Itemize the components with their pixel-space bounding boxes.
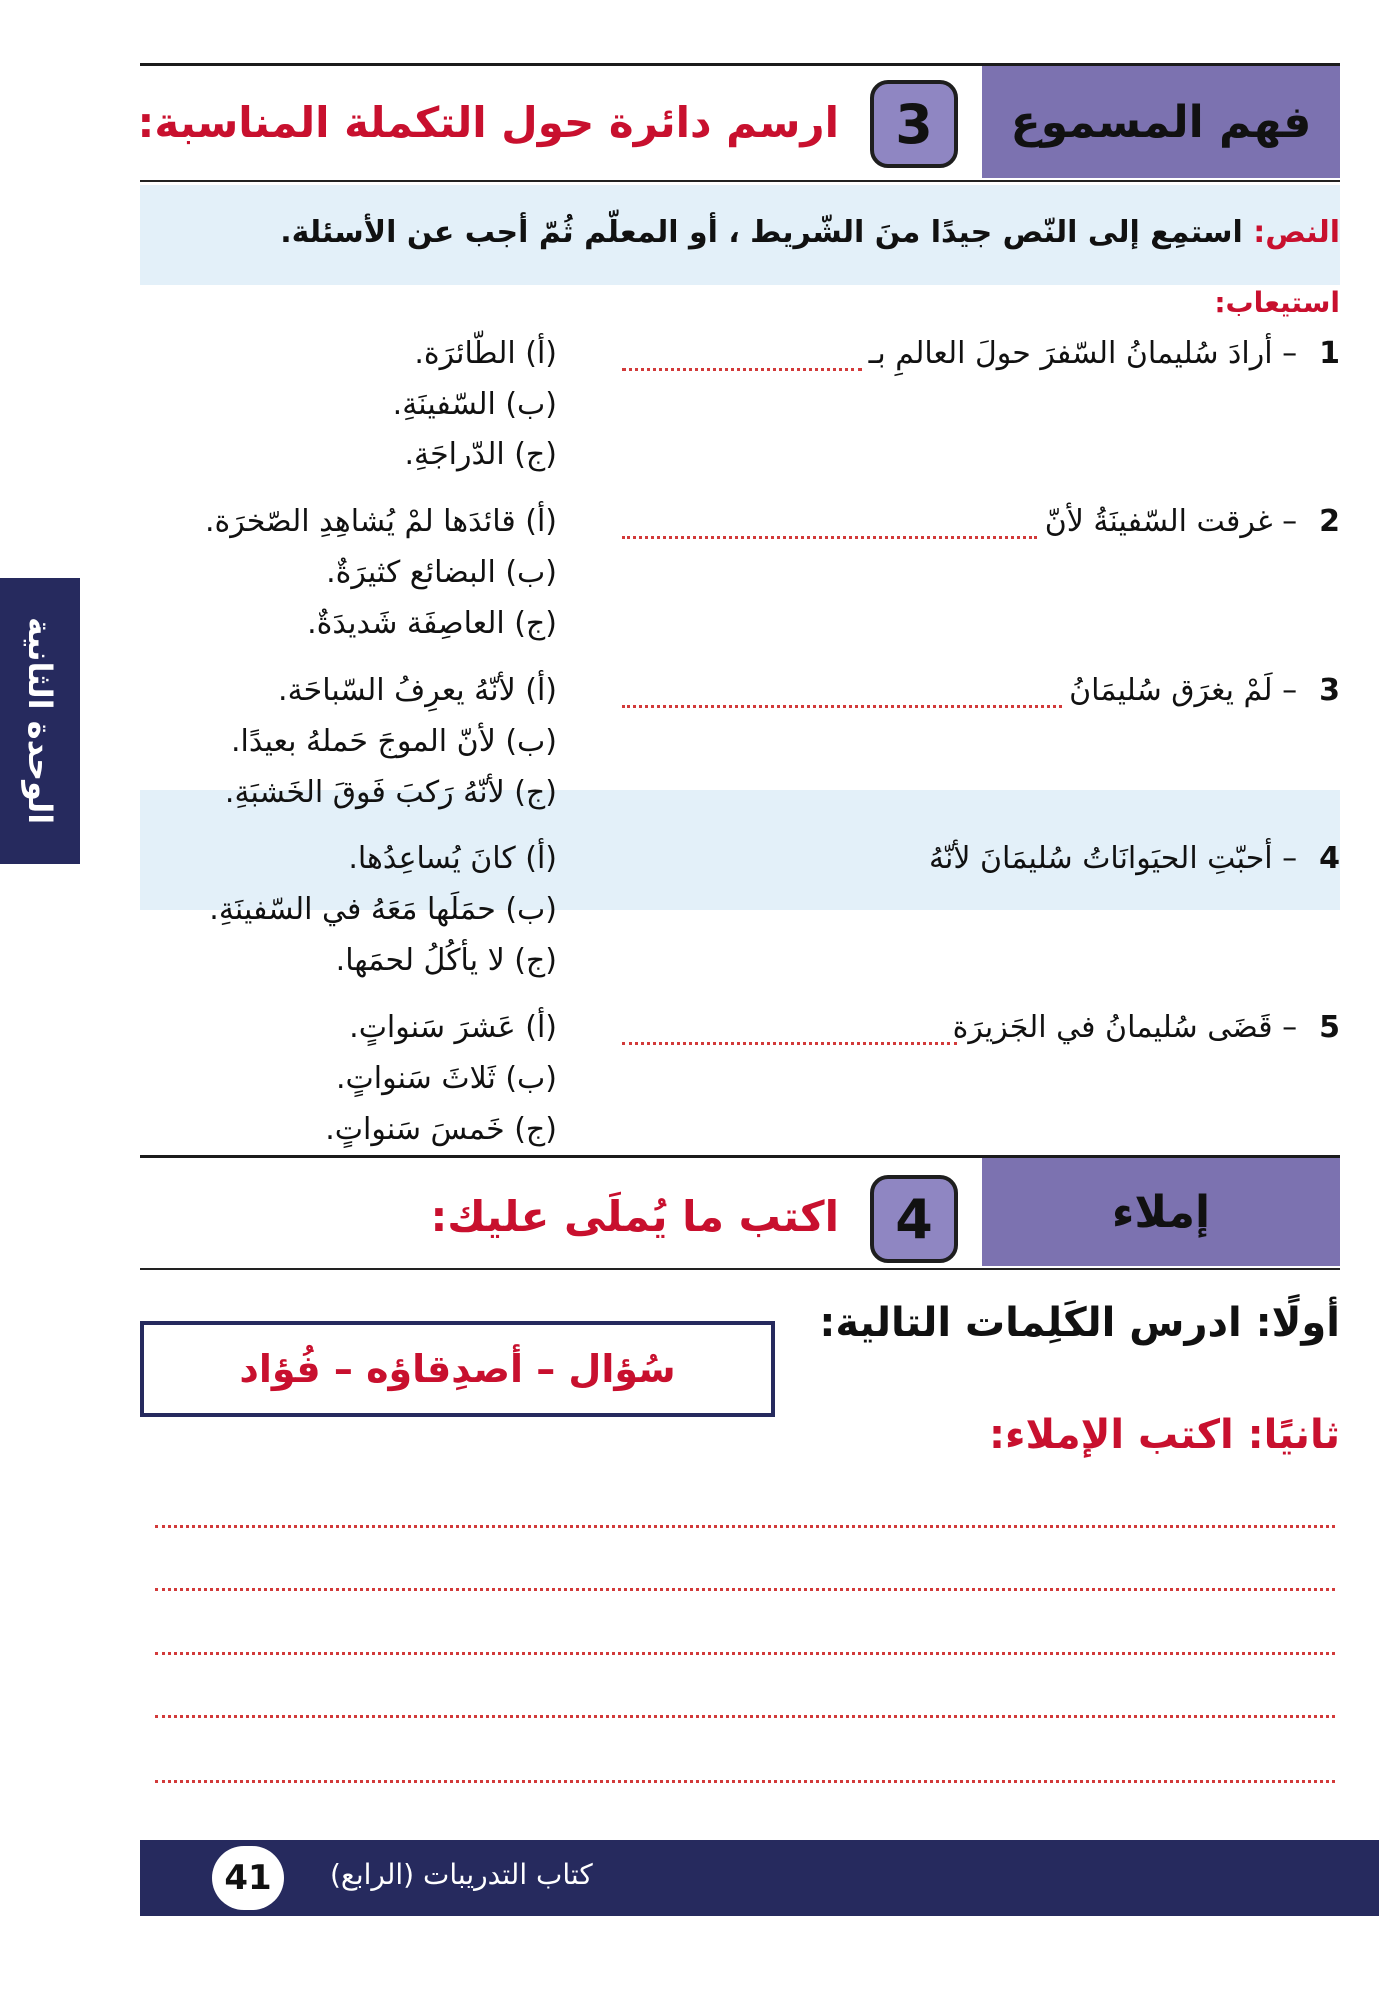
writing-line-2[interactable]: [155, 1588, 1335, 1591]
writing-line-1[interactable]: [155, 1525, 1335, 1528]
option-c[interactable]: (ج) لأنّهُ رَكبَ فَوقَ الخَشبَةِ.: [224, 775, 557, 810]
answer-line[interactable]: [622, 1042, 957, 1045]
question-text: لَمْ يغرَق سُليمَانُ: [1069, 673, 1273, 708]
book-title: كتاب التدريبات (الرابع): [330, 1858, 593, 1891]
section3-number-label: 3: [895, 92, 933, 156]
answer-line[interactable]: [622, 705, 1062, 708]
page-number: 41: [212, 1846, 284, 1910]
question-text: أرادَ سُليمانُ السّفرَ حولَ العالمِ بـ: [868, 336, 1273, 371]
section3-tab: [982, 66, 1340, 178]
answer-line[interactable]: [622, 368, 862, 371]
study-words: سُؤال – أصدِقاؤه – فُؤاد: [239, 1347, 676, 1391]
option-b[interactable]: (ب) السّفينَةِ.: [392, 387, 557, 422]
dictation-first: أولًا: ادرس الكَلِمات التالية:: [819, 1300, 1340, 1346]
text-instruction: [280, 215, 1340, 250]
question-number: 3: [1319, 673, 1340, 708]
section3-title: ارسم دائرة حول التكملة المناسبة:: [137, 98, 839, 147]
comprehension-label: استيعاب:: [1214, 286, 1340, 319]
question-number: 2: [1319, 504, 1340, 539]
text-label: النص:: [1253, 215, 1340, 250]
writing-line-3[interactable]: [155, 1652, 1335, 1655]
option-a[interactable]: (أ) عَشرَ سَنواتٍ.: [349, 1010, 557, 1045]
option-b[interactable]: (ب) ثَلاثَ سَنواتٍ.: [335, 1061, 557, 1096]
option-a[interactable]: (أ) قائدَها لمْ يُشاهِدِ الصّخرَة.: [204, 504, 557, 539]
question-3: 3– لَمْ يغرَق سُليمَانُ: [1069, 673, 1340, 708]
section4-number: [870, 1175, 958, 1263]
dictation-second: ثانيًا: اكتب الإملاء:: [989, 1412, 1340, 1458]
study-words-box: [140, 1321, 775, 1417]
option-b[interactable]: (ب) لأنّ الموجَ حَملهُ بعيدًا.: [230, 724, 557, 759]
question-4: 4– أحبّتِ الحيَوانَاتُ سُليمَانَ لأنّهُ: [928, 841, 1340, 876]
section3-number: [870, 80, 958, 168]
writing-line-5[interactable]: [155, 1780, 1335, 1783]
unit-side-tab: الوحدة الثانية: [0, 578, 80, 864]
option-b[interactable]: (ب) البضائع كثيرَةٌ.: [326, 555, 557, 590]
option-a[interactable]: (أ) لأنّهُ يعرِفُ السّباحَة.: [278, 673, 557, 708]
section4-tab: [982, 1158, 1340, 1266]
section4-number-label: 4: [895, 1187, 933, 1251]
question-5: 5– قَضَى سُليمانُ في الجَزيرَة: [952, 1010, 1340, 1045]
question-text: غرقت السّفينَةُ لأنّ: [1044, 504, 1273, 539]
question-2: 2– غرقت السّفينَةُ لأنّ: [1044, 504, 1340, 539]
option-a[interactable]: (أ) كانَ يُساعِدُها.: [348, 841, 557, 876]
option-a[interactable]: (أ) الطّائرَة.: [414, 336, 557, 371]
option-c[interactable]: (ج) لا يأكُلُ لحمَها.: [335, 943, 557, 978]
option-c[interactable]: (ج) العاصِفَة شَديدَةٌ.: [307, 606, 557, 641]
question-1: 1– أرادَ سُليمانُ السّفرَ حولَ العالمِ بـ: [868, 336, 1340, 371]
text-body: استمِع إلى النّص جيدًا منَ الشّريط ، أو المعلّم ثُمّ أجب عن الأسئلة.: [280, 215, 1243, 250]
option-c[interactable]: (ج) الدّراجَةِ.: [404, 437, 557, 472]
footer-bar: [140, 1840, 1379, 1916]
section4-bottom-rule: [140, 1268, 1340, 1270]
question-number: 1: [1319, 336, 1340, 371]
question-number: 4: [1319, 841, 1340, 876]
section3-bottom-rule: [140, 180, 1340, 182]
question-text: قَضَى سُليمانُ في الجَزيرَة: [952, 1010, 1273, 1045]
section3-tab-label: فهم المسموع: [1010, 96, 1312, 148]
section4-title: اكتب ما يُملَى عليك:: [430, 1192, 839, 1241]
question-text: أحبّتِ الحيَوانَاتُ سُليمَانَ لأنّهُ: [928, 841, 1273, 876]
section4-tab-label: إملاء: [1111, 1186, 1211, 1238]
answer-line[interactable]: [622, 536, 1037, 539]
option-c[interactable]: (ج) خَمسَ سَنواتٍ.: [325, 1112, 557, 1147]
option-b[interactable]: (ب) حمَلَها مَعَهُ في السّفينَةِ.: [209, 892, 557, 927]
writing-line-4[interactable]: [155, 1715, 1335, 1718]
question-number: 5: [1319, 1010, 1340, 1045]
